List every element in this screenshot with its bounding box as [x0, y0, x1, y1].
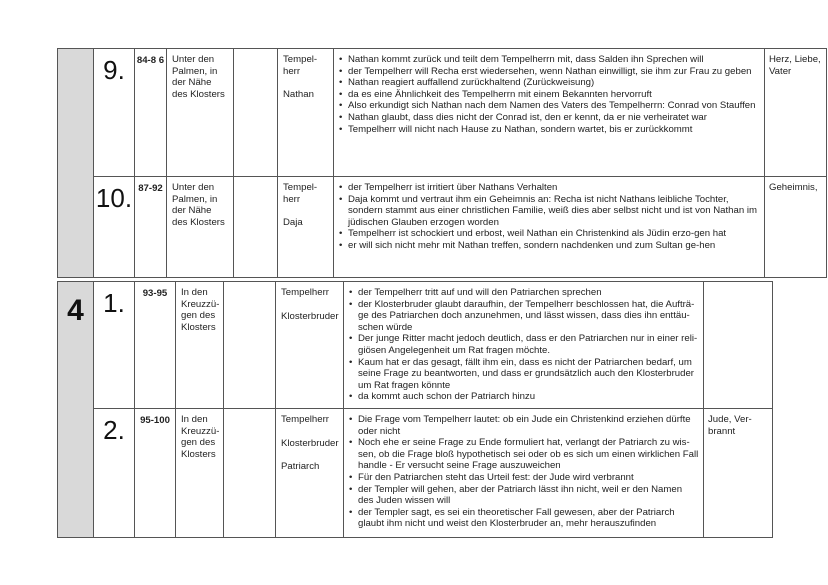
place-cell [176, 282, 224, 409]
content-item: • Die Frage vom Tempelherr lautet: ob ein Jude ein Christenkind erziehen dürfte oder nicht [358, 414, 699, 437]
table-row [58, 177, 827, 278]
person-name: Tempel-herr [283, 182, 318, 205]
table-row [58, 49, 827, 177]
person-name: Daja [283, 217, 303, 229]
theme-cell [765, 177, 827, 278]
scene-number: 10. [95, 183, 133, 213]
act-number: 4 [67, 294, 84, 327]
content-item: • Für den Patriarchen steht das Urteil fest: der Jude wird verbrannt [358, 472, 699, 484]
person-name: Klosterbruder [281, 310, 339, 322]
theme-cell [765, 49, 827, 177]
content-item: • Noch ehe er seine Frage zu Ende formuliert hat, verlangt der Patriarch zu wis-sen, ob die Frage bloß hypothetisch sei oder ob es sich um einen wirklichen Fall handle - Er versucht seine Frage auszuweichen [358, 437, 699, 472]
act-column [58, 282, 94, 538]
page-range: 93-95 [142, 288, 168, 299]
content-item: • er will sich nicht mehr mit Nathan treffen, sondern nachdenken und zum Sultan ge-hen [348, 240, 760, 252]
content-item: • der Tempelherr ist irritiert über Nathans Verhalten [348, 182, 760, 194]
content-item: • Nathan reagiert auffallend zurückhaltend (Zurückweisung) [348, 77, 760, 89]
person-name: Klosterbruder [281, 437, 339, 449]
pages-cell [135, 409, 176, 538]
empty-cell [224, 409, 276, 538]
content-item: • Daja kommt und vertraut ihm ein Geheimnis an: Recha ist nicht Nathans leibliche Tochter, sondern stammt aus einer christlichen Familie, weiß dies aber selbst nicht und ist von Nathan im jüdischen Glauben erzogen worden [348, 194, 760, 229]
empty-cell [234, 49, 278, 177]
content-item: • der Templer will gehen, aber der Patriarch lässt ihn nicht, weil er den Namen des Juden wissen will [358, 484, 699, 507]
content-cell [344, 409, 704, 538]
content-item: • da kommt auch schon der Patriarch hinzu [358, 391, 699, 403]
pages-cell [135, 282, 176, 409]
act4-table [57, 281, 773, 538]
theme-text [704, 282, 772, 287]
scene-number: 1. [103, 288, 125, 318]
content-item: • Nathan glaubt, dass dies nicht der Conrad ist, den er kennt, da er nie verheiratet war [348, 112, 760, 124]
page-range: 84-8 6 [136, 55, 165, 66]
persons-cell [276, 409, 344, 538]
person-name: Nathan [283, 89, 314, 101]
act3-table [57, 48, 827, 278]
place-text: Unter den Palmen, in der Nähe des Klosters [172, 182, 225, 228]
table-row [58, 282, 773, 409]
scene-cell [94, 409, 135, 538]
persons-cell [276, 282, 344, 409]
place-text: Unter den Palmen, in der Nähe des Klosters [172, 54, 225, 100]
content-cell [334, 177, 765, 278]
persons-cell [278, 49, 334, 177]
person-name: Tempelherr [281, 287, 329, 298]
content-item: • der Klosterbruder glaubt daraufhin, der Tempelherr beschlossen hat, die Aufträ-ge des Patriarchen doch anzunehmen, und lässt wissen, dass dies ihn enttäu-schen würde [358, 299, 699, 334]
theme-cell [704, 282, 773, 409]
place-cell [167, 49, 234, 177]
scene-cell [94, 177, 135, 278]
content-cell [334, 49, 765, 177]
person-name: Tempelherr [281, 414, 329, 425]
page-range: 87-92 [138, 183, 163, 194]
place-cell [176, 409, 224, 538]
place-text: In den Kreuzzü-gen des Klosters [181, 287, 220, 333]
scene-number: 9. [103, 55, 125, 85]
content-item: • Tempelherr ist schockiert und erbost, weil Nathan ein Christenkind als Jüdin erzo-gen hat [348, 228, 760, 240]
page-range: 95-100 [140, 415, 170, 426]
content-cell [344, 282, 704, 409]
scene-cell [94, 49, 135, 177]
table-row [58, 409, 773, 538]
empty-cell [234, 177, 278, 278]
theme-text: Herz, Liebe, Vater [769, 54, 821, 77]
theme-text: Jude, Ver-brannt [708, 414, 752, 437]
content-item: • da es eine Ähnlichkeit des Tempelherrn mit einem Bekannten hervorruft [348, 89, 760, 101]
content-item: • der Templer sagt, es sei ein theoretischer Fall gewesen, aber der Patriarch glaubt ihm nicht und weist den Klosterbruder an, mehr herauszufinden [358, 507, 699, 530]
theme-cell [704, 409, 773, 538]
person-name: Tempel-herr [283, 54, 318, 77]
persons-cell [278, 177, 334, 278]
person-name: Patriarch [281, 461, 320, 473]
content-item: • Nathan kommt zurück und teilt dem Tempelherrn mit, dass Salden ihn Sprechen will [348, 54, 760, 66]
empty-cell [224, 282, 276, 409]
content-item: • der Tempelherr will Recha erst wiedersehen, wenn Nathan einwilligt, sie ihm zur Frau zu geben [348, 66, 760, 78]
content-item: • Kaum hat er das gesagt, fällt ihm ein, dass es nicht der Patriarchen bedarf, um seine Frage zu beantworten, und dass er grundsätzlich auch den Klosterbruder um Rat fragen könnte [358, 357, 699, 392]
pages-cell [135, 177, 167, 278]
content-item: • Also erkundigt sich Nathan nach dem Namen des Vaters des Tempelherrn: Conrad von Stauffen [348, 100, 760, 112]
pages-cell [135, 49, 167, 177]
scene-cell [94, 282, 135, 409]
content-item: • Der junge Ritter macht jedoch deutlich, dass er den Patriarchen nur in einer reli-giösen Angelegenheit um Rat fragen möchte. [358, 333, 699, 356]
content-item: • der Tempelherr tritt auf und will den Patriarchen sprechen [358, 287, 699, 299]
place-text: In den Kreuzzü-gen des Klosters [181, 414, 220, 460]
content-item: • Tempelherr will nicht nach Hause zu Nathan, sondern wartet, bis er zurückkommt [348, 124, 760, 136]
scene-number: 2. [103, 415, 125, 445]
act-column [58, 49, 94, 278]
theme-text: Geheimnis, [769, 182, 818, 193]
place-cell [167, 177, 234, 278]
